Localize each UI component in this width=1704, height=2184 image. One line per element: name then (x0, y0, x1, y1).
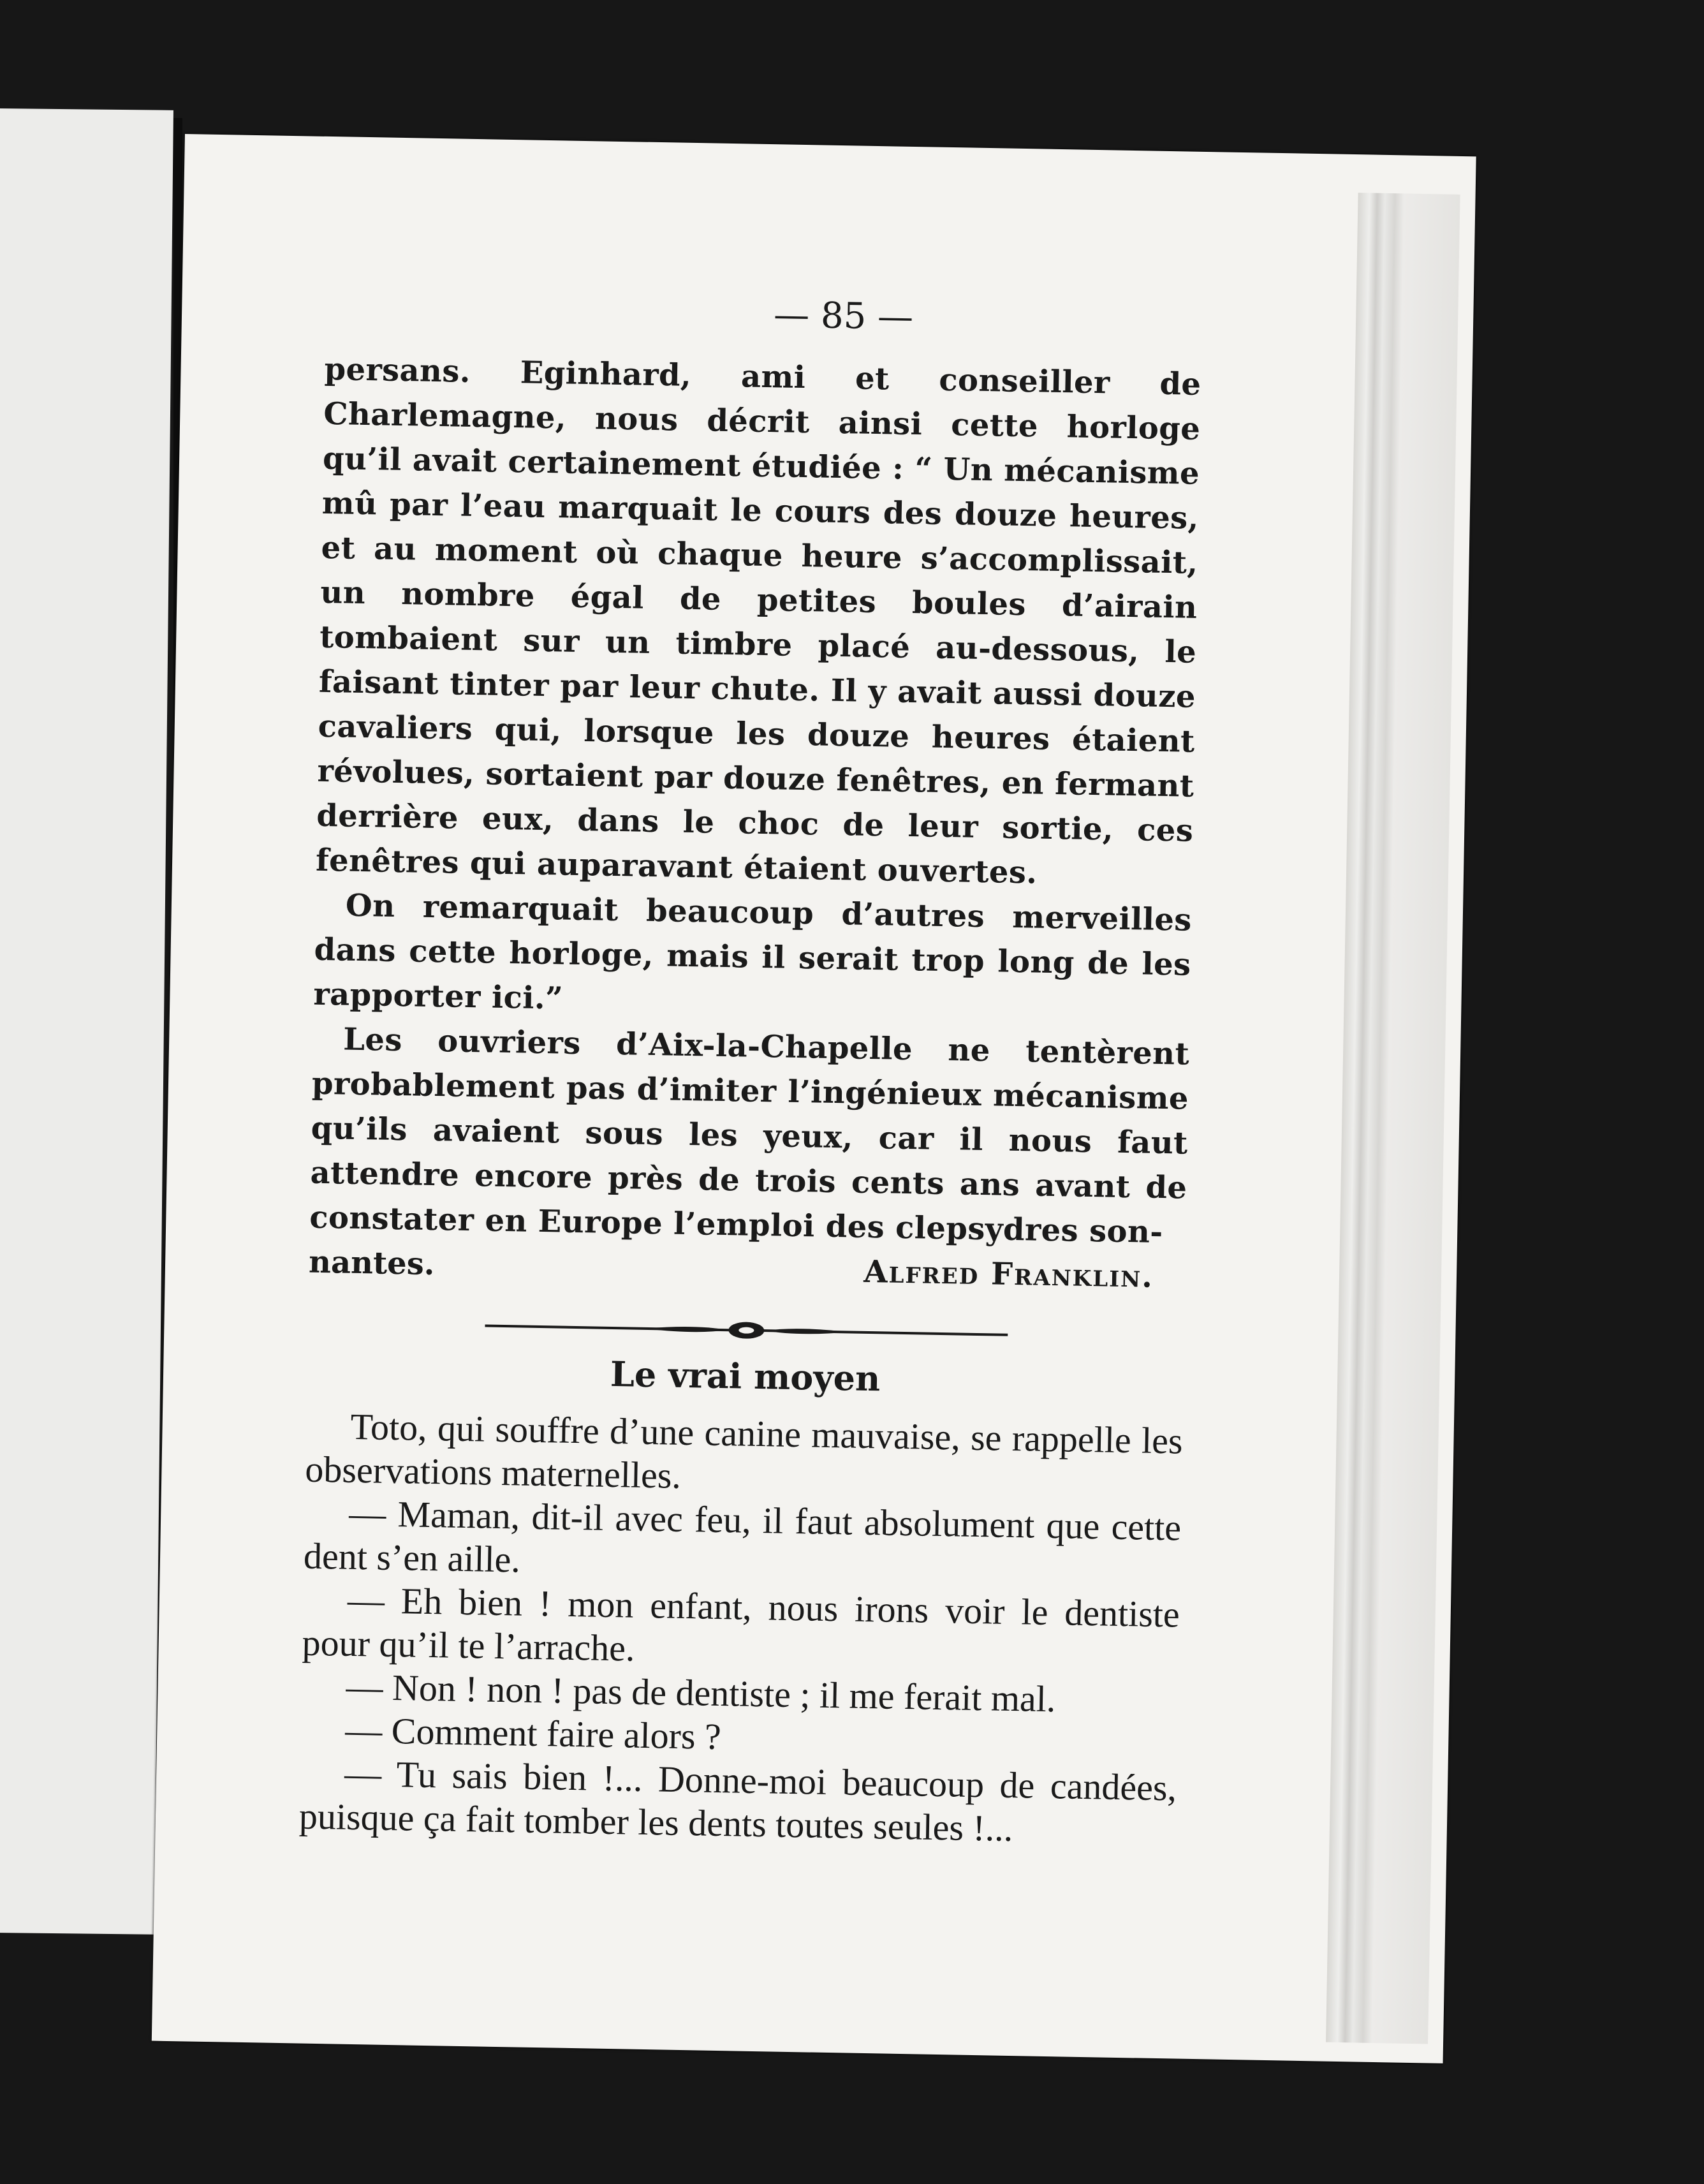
story-paragraph: — Comment faire alors ? (344, 1709, 722, 1758)
story-paragraph: — Non ! non ! pas de dentiste ; il me ferait mal. (345, 1665, 1056, 1720)
paragraph-continued: persans. Eginhard, ami et conseiller de Charlemagne, nous décrit ainsi cette horloge qu’il avait certainement étudiée : “ Un mécanisme mû par l’eau marquait le cours des douze heures, et au moment où chaque heure s’accomplissait, un nombre égal de petites boules d’airain tombaient sur un timbre placé au-dessous, le faisant tinter par leur chute. Il y avait aussi douze cavaliers qui, lorsque les douze heures étaient révolues, sortaient par douze fenêtres, en fermant derrière eux, dans le choc de leur sortie, ces fenêtres qui auparavant étaient ouvertes. (315, 351, 1201, 891)
last-word: nantes. (308, 1244, 435, 1283)
page-edge-stack (1326, 193, 1460, 2044)
paragraph-ouvriers: Les ouvriers d’Aix-la-Chapelle ne tentèrent probablement pas d’imiter l’ingénieux mécanisme qu’ils avaient sous les yeux, car il nous faut attendre encore près de trois cents ans avant de constater en Europe l’emploi des clepsydres son- (309, 1021, 1190, 1251)
paragraph-merveilles: On remarquait beaucoup d’autres merveilles dans cette horloge, mais il serait trop long de les rapporter ici.” (313, 887, 1193, 1017)
story-paragraph: — Tu sais bien !... Donne-moi beaucoup de candées, puisque ça fait tomber les dents toutes seules !... (298, 1752, 1177, 1850)
story-paragraph: Toto, qui souffre d’une canine mauvaise, se rappelle les observations maternelles. (304, 1405, 1184, 1496)
page-text (298, 286, 1202, 1854)
page-number: — 85 — (773, 294, 914, 338)
story-paragraph: — Maman, dit-il avec feu, il faut absolument que cette dent s’en aille. (303, 1492, 1182, 1581)
story-paragraph: — Eh bien ! mon enfant, nous irons voir le dentiste pour qu’il te l’arrache. (302, 1579, 1180, 1669)
author-signature: Alfred Franklin. (863, 1253, 1154, 1295)
left-page-fragment (0, 108, 173, 1935)
book-page (152, 134, 1476, 2063)
ornamental-divider (485, 1313, 1008, 1347)
section-title: Le vrai moyen (610, 1353, 881, 1399)
